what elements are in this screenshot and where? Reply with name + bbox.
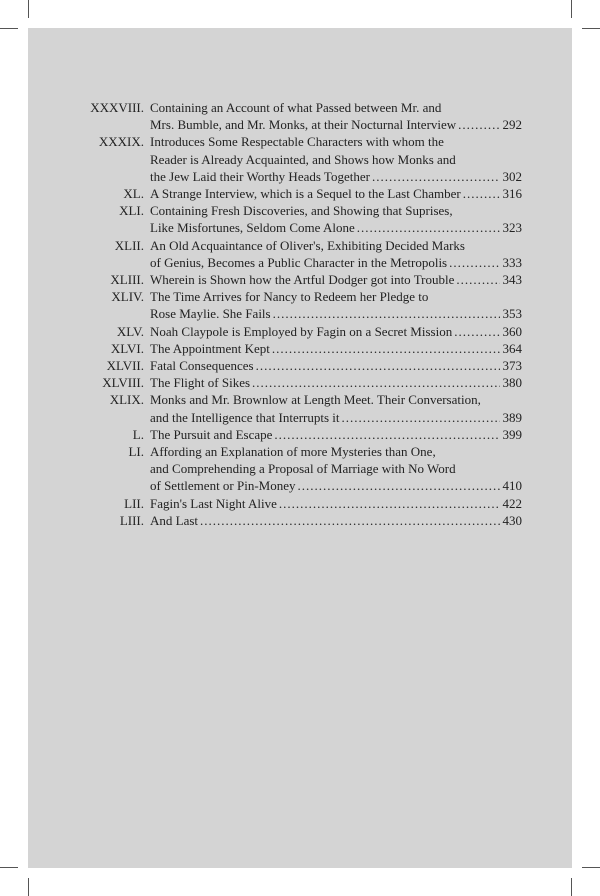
chapter-title-line: Noah Claypole is Employed by Fagin on a Secret Mission [150, 323, 453, 339]
chapter-title [150, 185, 522, 202]
chapter-title-line: Monks and Mr. Brownlow at Length Meet. Their Conversation, [150, 392, 481, 408]
chapter-number: LII. [124, 495, 144, 511]
crop-mark-top-right-v [571, 0, 572, 18]
page-number: 373 [502, 358, 522, 374]
dot-leader [252, 374, 499, 391]
toc-entry [82, 323, 522, 340]
chapter-title-line: Fatal Consequences [150, 358, 254, 374]
chapter-title [150, 512, 522, 529]
chapter-title [150, 202, 522, 236]
chapter-title-line: An Old Acquaintance of Oliver's, Exhibiting Decided Marks [150, 237, 465, 253]
page-number: 323 [502, 220, 522, 236]
crop-mark-bottom-left-v [28, 878, 29, 896]
chapter-title-line: Fagin's Last Night Alive [150, 495, 277, 511]
toc-entry [82, 202, 522, 236]
toc-entry [82, 391, 522, 425]
chapter-title [150, 374, 522, 391]
chapter-title-line: Containing an Account of what Passed between Mr. and [150, 100, 442, 115]
dot-leader [458, 116, 499, 133]
page-number: 316 [502, 186, 522, 202]
chapter-number: XLVII. [106, 358, 144, 374]
chapter-title-line: Reader is Already Acquainted, and Shows how Monks and [150, 151, 456, 167]
dot-leader [454, 323, 499, 340]
chapter-title-line: The Flight of Sikes [150, 375, 251, 391]
dot-leader [342, 409, 500, 426]
page-number: 360 [502, 323, 522, 339]
chapter-title-line: And Last [150, 512, 199, 528]
chapter-number: XLI. [119, 203, 144, 219]
chapter-title-line: of Genius, Becomes a Public Character in the Metropolis [150, 254, 448, 270]
chapter-title-line: A Strange Interview, which is a Sequel to the Last Chamber [150, 186, 461, 202]
chapter-title-line: Rose Maylie. She Fails [150, 306, 271, 322]
chapter-number: LIII. [119, 512, 144, 528]
chapter-title [150, 391, 522, 425]
chapter-title-line: Containing Fresh Discoveries, and Showing that Suprises, [150, 203, 453, 219]
page-number: 399 [502, 426, 522, 442]
dot-leader [273, 305, 500, 322]
toc-entry [82, 495, 522, 512]
chapter-number: XXXVIII. [90, 100, 144, 115]
toc-entry [82, 237, 522, 271]
page-number: 430 [502, 512, 522, 528]
dot-leader [200, 512, 499, 529]
chapter-title-line: Introduces Some Respectable Characters with whom the [150, 134, 444, 150]
crop-mark-bottom-right-v [571, 878, 572, 896]
page-number: 422 [502, 495, 522, 511]
chapter-title [150, 133, 522, 185]
toc-entry [82, 271, 522, 288]
chapter-number: XLVI. [110, 340, 144, 356]
chapter-title [150, 288, 522, 322]
chapter-number: L. [132, 426, 144, 442]
chapter-title-line: and Comprehending a Proposal of Marriage with No Word [150, 461, 456, 477]
dot-leader [463, 185, 500, 202]
chapter-title [150, 99, 522, 133]
toc-entry [82, 443, 522, 495]
dot-leader [456, 271, 499, 288]
page-number: 364 [502, 340, 522, 356]
toc-entry [82, 133, 522, 185]
chapter-number: XLV. [116, 323, 144, 339]
page-number: 343 [502, 272, 522, 288]
chapter-title-line: Wherein is Shown how the Artful Dodger got into Trouble [150, 272, 455, 288]
toc-entry [82, 340, 522, 357]
dot-leader [357, 219, 500, 236]
toc-entry [82, 357, 522, 374]
table-of-contents [82, 99, 522, 529]
page-number: 353 [502, 306, 522, 322]
page-number: 302 [502, 168, 522, 184]
page-number: 389 [502, 409, 522, 425]
chapter-title [150, 443, 522, 495]
page-number: 333 [502, 254, 522, 270]
chapter-number: XXXIX. [98, 134, 144, 150]
chapter-title [150, 237, 522, 271]
page-number: 410 [502, 478, 522, 494]
chapter-title-line: The Pursuit and Escape [150, 426, 273, 442]
dot-leader [256, 357, 500, 374]
chapter-number: XLIX. [109, 392, 144, 408]
page-number: 380 [502, 375, 522, 391]
dot-leader [298, 477, 500, 494]
dot-leader [279, 495, 500, 512]
dot-leader [272, 340, 500, 357]
chapter-number: XLIII. [110, 272, 144, 288]
chapter-title-line: of Settlement or Pin-Money [150, 478, 296, 494]
chapter-title [150, 426, 522, 443]
chapter-number: LI. [128, 444, 144, 460]
chapter-title-line: and the Intelligence that Interrupts it [150, 409, 340, 425]
crop-mark-bottom-right-h [582, 867, 600, 868]
toc-entry [82, 374, 522, 391]
chapter-number: XLII. [114, 237, 144, 253]
chapter-title-line: Like Misfortunes, Seldom Come Alone [150, 220, 355, 236]
chapter-title [150, 271, 522, 288]
chapter-title-line: The Appointment Kept [150, 340, 270, 356]
toc-entry [82, 99, 522, 133]
chapter-title [150, 357, 522, 374]
chapter-title-line: Mrs. Bumble, and Mr. Monks, at their Nocturnal Interview [150, 117, 457, 133]
toc-entry [82, 512, 522, 529]
chapter-title-line: Affording an Explanation of more Mysteries than One, [150, 444, 436, 460]
crop-mark-top-left-h [0, 28, 18, 29]
toc-entry [82, 288, 522, 322]
crop-mark-top-left-v [28, 0, 29, 18]
crop-mark-top-right-h [582, 28, 600, 29]
toc-entry [82, 426, 522, 443]
chapter-number: XL. [123, 186, 144, 202]
toc-entry [82, 185, 522, 202]
chapter-title [150, 340, 522, 357]
chapter-number: XLIV. [111, 289, 144, 305]
chapter-title [150, 323, 522, 340]
page-number: 292 [502, 117, 522, 133]
dot-leader [449, 254, 499, 271]
chapter-title [150, 495, 522, 512]
chapter-title-line: the Jew Laid their Worthy Heads Together [150, 168, 370, 184]
crop-mark-bottom-left-h [0, 867, 18, 868]
chapter-number: XLVIII. [102, 375, 144, 391]
dot-leader [274, 426, 499, 443]
chapter-title-line: The Time Arrives for Nancy to Redeem her Pledge to [150, 289, 429, 305]
dot-leader [372, 168, 500, 185]
